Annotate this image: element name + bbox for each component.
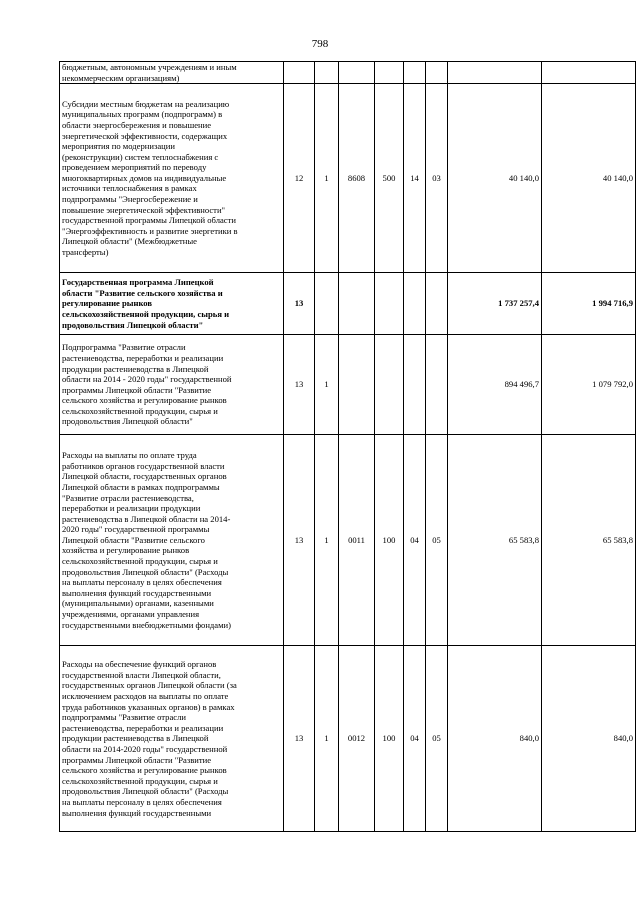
cell-pr1 (404, 62, 426, 84)
cell-pr2 (426, 62, 448, 84)
cell-name (60, 273, 284, 335)
cell-pr2: 05 (426, 646, 448, 832)
table-body (60, 62, 636, 832)
cell-name (60, 435, 284, 646)
row-description: Подпрограмма "Развитие отрасли растениеводства, переработки и реализации продукции растениеводства в Липецкой области на 2014 - 2020 годы" государственной программы Липецкой области "Развитие сельского хозяйства и регулирование рынков сельскохозяйственной продукции, сырья и продовольствия Липецкой области" (62, 342, 232, 427)
cell-name (60, 84, 284, 273)
cell-sum-2015: 1 079 792,0 (542, 335, 636, 435)
cell-pr1: 04 (404, 646, 426, 832)
cell-pr1: 04 (404, 435, 426, 646)
cell-sum-2014: 40 140,0 (448, 84, 542, 273)
cell-name (60, 646, 284, 832)
cell-ved: 13 (284, 273, 315, 335)
row-description: бюджетным, автономным учреждениям и иным некоммерческим организациям) (62, 62, 237, 83)
cell-ved: 13 (284, 435, 315, 646)
cell-rz (315, 62, 339, 84)
cell-pr2 (426, 273, 448, 335)
cell-sum-2014: 65 583,8 (448, 435, 542, 646)
cell-rz: 1 (315, 646, 339, 832)
cell-vr (375, 335, 404, 435)
table-row (60, 273, 636, 335)
cell-csr: 8608 (339, 84, 375, 273)
table-row (60, 62, 636, 84)
cell-vr: 100 (375, 646, 404, 832)
cell-csr (339, 335, 375, 435)
cell-ved (284, 62, 315, 84)
cell-sum-2014: 1 737 257,4 (448, 273, 542, 335)
cell-csr (339, 273, 375, 335)
cell-csr: 0011 (339, 435, 375, 646)
cell-sum-2015: 40 140,0 (542, 84, 636, 273)
cell-sum-2015: 840,0 (542, 646, 636, 832)
cell-sum-2015: 1 994 716,9 (542, 273, 636, 335)
table-row (60, 84, 636, 273)
cell-sum-2014: 840,0 (448, 646, 542, 832)
cell-csr (339, 62, 375, 84)
table-row (60, 335, 636, 435)
table-row (60, 435, 636, 646)
cell-name (60, 62, 284, 84)
cell-rz: 1 (315, 435, 339, 646)
cell-vr: 500 (375, 84, 404, 273)
cell-sum-2015 (542, 62, 636, 84)
cell-vr (375, 62, 404, 84)
cell-vr (375, 273, 404, 335)
row-description: Субсидии местным бюджетам на реализацию муниципальных программ (подпрограмм) в области энергосбережения и повышение энергетической эффективности, содержащих мероприятия по модернизации (реконструкции) систем теплоснабжения с проведением мероприятий по переводу многоквартирных домов на индивидуальные источники теплоснабжения в рамках подпрограммы "Энергосбережение и повышение энергетической эффективности" государственной программы Липецкой области "Энергоэффективность и развитие энергетики в Липецкой области" (Межбюджетные трансферты) (62, 98, 238, 258)
cell-pr2: 05 (426, 435, 448, 646)
cell-pr1 (404, 273, 426, 335)
cell-sum-2015: 65 583,8 (542, 435, 636, 646)
row-description: Государственная программа Липецкой области "Развитие сельского хозяйства и регулирование рынков сельскохозяйственной продукции, сырья и продовольствия Липецкой области" (62, 277, 230, 330)
row-description: Расходы на выплаты по оплате труда работников органов государственной власти Липецкой области, государственных органов Липецкой области в рамках подпрограммы "Развитие отрасли растениеводства, переработки и реализации продукции растениеводства в Липецкой области на 2014- 2020 годы" государственной программы Липецкой области "Развитие сельского хозяйства и регулирование рынков сельскохозяйственной продукции, сырья и продовольствия Липецкой области" (Расходы на выплаты персоналу в целях обеспечения выполнения функций государственными (муниципальными) органами, казенными учреждениями, органами управления государственными внебюджетными фондами) (62, 450, 232, 630)
cell-csr: 0012 (339, 646, 375, 832)
page-number: 798 (311, 38, 329, 50)
cell-pr1: 14 (404, 84, 426, 273)
cell-rz (315, 273, 339, 335)
cell-sum-2014: 894 496,7 (448, 335, 542, 435)
cell-pr1 (404, 335, 426, 435)
row-description: Расходы на обеспечение функций органов государственной власти Липецкой области, государственных органов Липецкой области (за исключением расходов на выплаты по оплате труда работников указанных органов) в рамках подпрограммы "Развитие отрасли растениеводства, переработки и реализации продукции растениеводства в Липецкой области на 2014-2020 годы" государственной программы Липецкой области "Развитие сельского хозяйства и регулирование рынков сельскохозяйственной продукции, сырья и продовольствия Липецкой области" (Расходы на выплаты персоналу в целях обеспечения выполнения функций государственными (62, 659, 237, 818)
cell-ved: 12 (284, 84, 315, 273)
cell-pr2 (426, 335, 448, 435)
cell-ved: 13 (284, 335, 315, 435)
cell-rz: 1 (315, 84, 339, 273)
cell-sum-2014 (448, 62, 542, 84)
table-row (60, 646, 636, 832)
cell-vr: 100 (375, 435, 404, 646)
budget-table (59, 61, 636, 832)
cell-ved: 13 (284, 646, 315, 832)
cell-pr2: 03 (426, 84, 448, 273)
cell-name (60, 335, 284, 435)
cell-rz: 1 (315, 335, 339, 435)
